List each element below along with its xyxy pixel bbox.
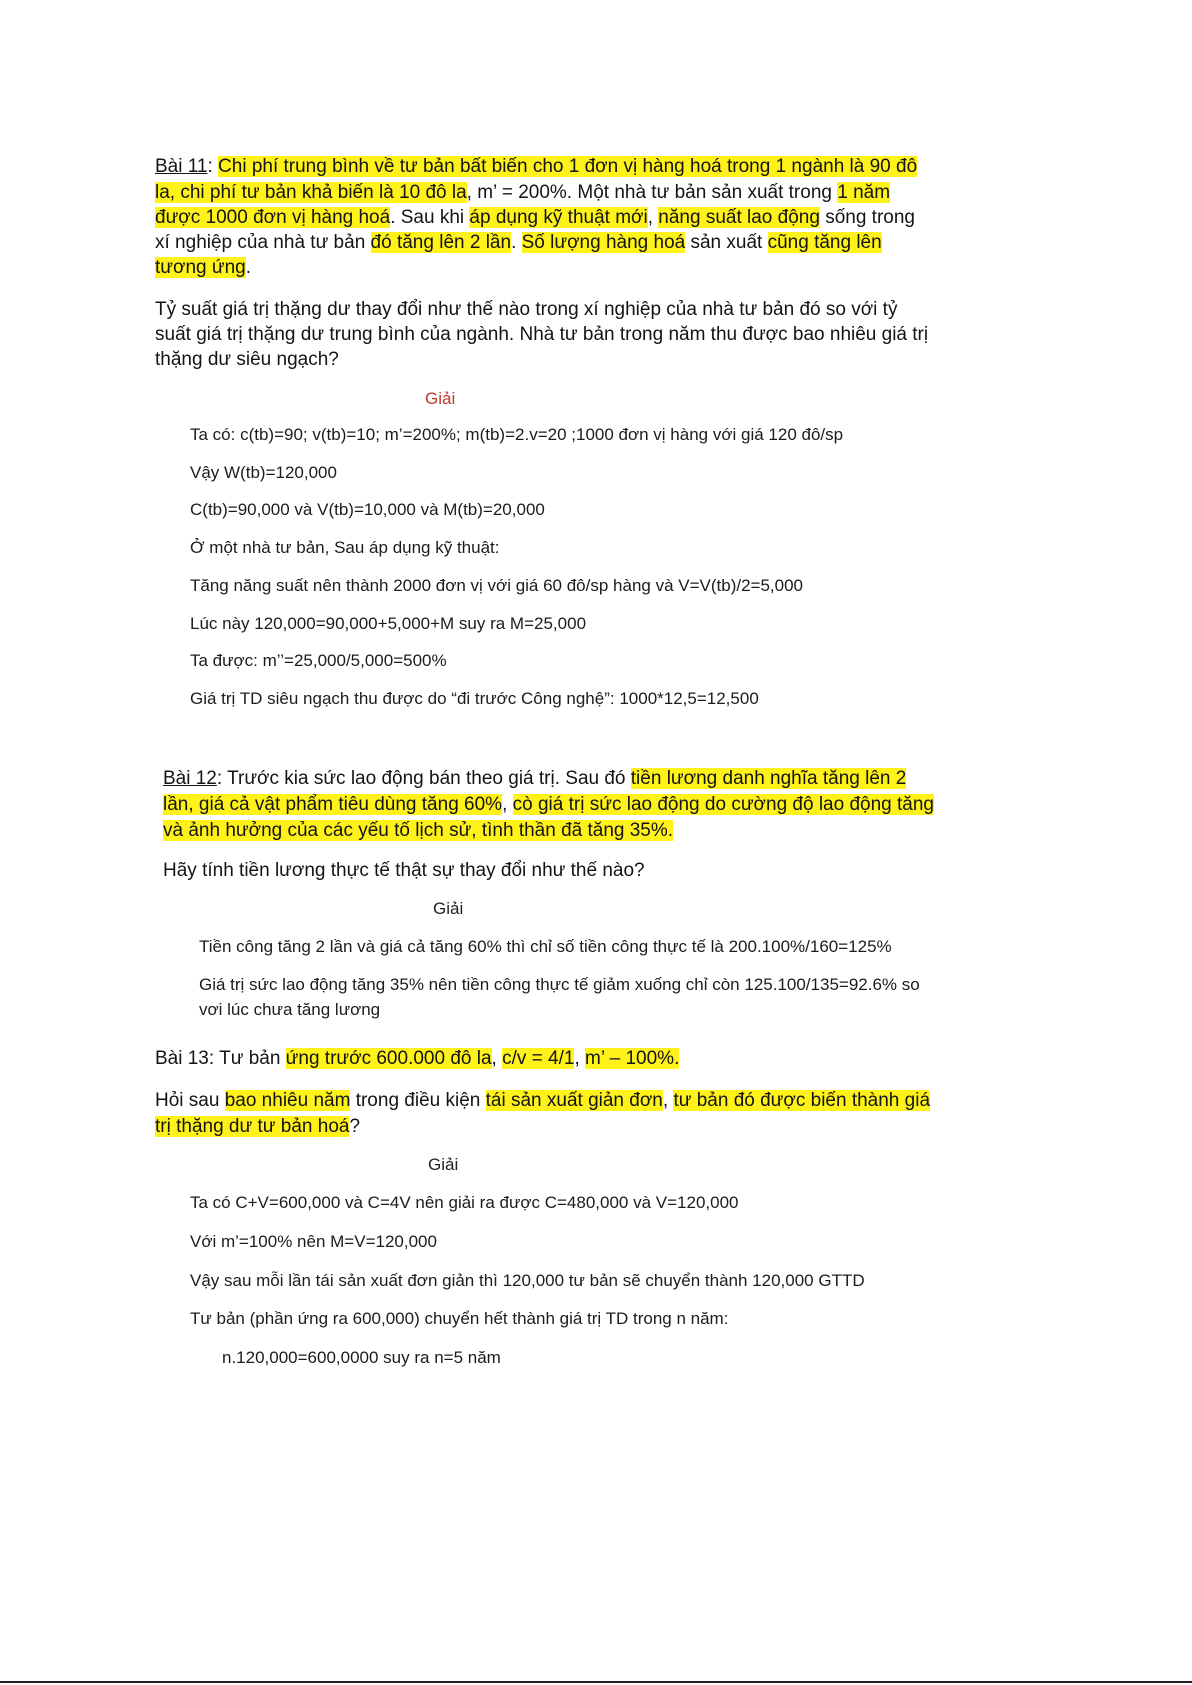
- bai12-giai-heading: Giải: [433, 899, 464, 918]
- bai12-solution-line: Tiền công tăng 2 lần và giá cả tăng 60% thì chỉ số tiền công thực tế là 200.100%/160=125%: [199, 937, 892, 956]
- bai11-solution-line: Vậy W(tb)=120,000: [190, 463, 337, 482]
- bai13-line-1: Bài 13: Tư bản ứng trước 600.000 đô la, c/v = 4/1, m’ – 100%.: [155, 1048, 680, 1069]
- bai13-solution-line: Tư bản (phần ứng ra 600,000) chuyển hết thành giá trị TD trong n năm:: [190, 1309, 729, 1328]
- bai11-line-1: Bài 11: Chi phí trung bình về tư bản bất biến cho 1 đơn vị hàng hoá trong 1 ngành là 90 đô: [155, 156, 918, 177]
- highlight: tư bản đó được biến thành giá: [673, 1090, 931, 1111]
- bai11-solution-line: Lúc này 120,000=90,000+5,000+M suy ra M=25,000: [190, 614, 587, 633]
- highlight: cũng tăng lên: [767, 232, 882, 253]
- highlight: được 1000 đơn vị hàng hoá: [155, 207, 391, 228]
- bai12-label: Bài 12: [163, 768, 217, 789]
- bai11-line-5: tương ứng.: [155, 257, 252, 278]
- bai13-solution-line: Vậy sau mỗi lần tái sản xuất đơn giản thì 120,000 tư bản sẽ chuyển thành 120,000 GTTD: [190, 1271, 865, 1290]
- bai13-solution-line: Ta có C+V=600,000 và C=4V nên giải ra được C=480,000 và V=120,000: [190, 1193, 739, 1212]
- highlight: ứng trước 600.000 đô la: [285, 1048, 492, 1069]
- highlight: c/v = 4/1: [502, 1048, 575, 1069]
- bai11-solution-line: Tăng năng suất nên thành 2000 đơn vị với giá 60 đô/sp hàng và V=V(tb)/2=5,000: [190, 576, 804, 595]
- highlight: cò giá trị sức lao động do cường độ lao động tăng: [512, 794, 934, 815]
- highlight: Số lượng hàng hoá: [521, 232, 686, 253]
- bai11-giai-heading: Giải: [425, 389, 456, 408]
- highlight: trị thặng dư tư bản hoá: [155, 1116, 350, 1137]
- bai12-solution-line: vơi lúc chưa tăng lương: [199, 1000, 381, 1019]
- highlight: bao nhiêu năm: [224, 1090, 351, 1111]
- bai11-solution-line: Ta có: c(tb)=90; v(tb)=10; m’=200%; m(tb)=2.v=20 ;1000 đơn vị hàng với giá 120 đô/sp: [190, 425, 844, 444]
- highlight: la, chi phí tư bản khả biến là 10 đô la: [155, 182, 467, 203]
- bai12-line-2: lần, giá cả vật phẩm tiêu dùng tăng 60%, cò giá trị sức lao động do cường độ lao động tăng: [163, 794, 934, 815]
- bai11-line-3: được 1000 đơn vị hàng hoá. Sau khi áp dụng kỹ thuật mới, năng suất lao động sống trong: [155, 207, 915, 228]
- bai11-line-2: la, chi phí tư bản khả biến là 10 đô la, m’ = 200%. Một nhà tư bản sản xuất trong 1 năm: [155, 182, 891, 203]
- highlight: lần, giá cả vật phẩm tiêu dùng tăng 60%: [163, 794, 503, 815]
- bai12-solution-line: Giá trị sức lao động tăng 35% nên tiền công thực tế giảm xuống chỉ còn 125.100/135=92.6% so: [199, 975, 920, 994]
- bai11-solution-line: Ở một nhà tư bản, Sau áp dụng kỹ thuật:: [190, 538, 500, 557]
- highlight: năng suất lao động: [658, 207, 820, 228]
- highlight: 1 năm: [837, 182, 891, 203]
- bai13-line-3: trị thặng dư tư bản hoá?: [155, 1116, 361, 1137]
- bai13-solution-line: n.120,000=600,0000 suy ra n=5 năm: [222, 1348, 501, 1367]
- bai11-question-line: suất giá trị thặng dư trung bình của ngành. Nhà tư bản trong năm thu được bao nhiêu giá trị: [155, 324, 929, 345]
- highlight: tương ứng: [155, 257, 246, 278]
- bai11-question-line: Tỷ suất giá trị thặng dư thay đổi như thế nào trong xí nghiệp của nhà tư bản đó so với tỷ: [155, 299, 898, 320]
- bai12-question: Hãy tính tiền lương thực tế thật sự thay đổi như thế nào?: [163, 860, 645, 881]
- highlight: tiền lương danh nghĩa tăng lên 2: [630, 768, 907, 789]
- highlight: m’ – 100%.: [585, 1048, 680, 1069]
- bai13-solution-line: Với m’=100% nên M=V=120,000: [190, 1232, 437, 1251]
- highlight: Chi phí trung bình về tư bản bất biến cho 1 đơn vị hàng hoá trong 1 ngành là 90 đô: [218, 156, 918, 177]
- bai11-solution-line: Giá trị TD siêu ngạch thu được do “đi trước Công nghệ”: 1000*12,5=12,500: [190, 689, 759, 708]
- highlight: và ảnh hưởng của các yếu tố lịch sử, tình thần đã tăng 35%.: [163, 820, 674, 841]
- highlight: đó tăng lên 2 lần: [370, 232, 512, 253]
- bai13-giai-heading: Giải: [428, 1155, 459, 1174]
- bai12-line-1: Bài 12: Trước kia sức lao động bán theo giá trị. Sau đó tiền lương danh nghĩa tăng lên 2: [163, 768, 907, 789]
- bai11-solution-line: C(tb)=90,000 và V(tb)=10,000 và M(tb)=20,000: [190, 500, 545, 519]
- bai11-question-line: thặng dư siêu ngạch?: [155, 349, 339, 370]
- highlight: áp dụng kỹ thuật mới: [469, 207, 648, 228]
- bai11-solution-line: Ta được: m’’=25,000/5,000=500%: [190, 651, 447, 670]
- page-bottom-edge: [0, 1681, 1192, 1683]
- bai11-label: Bài 11: [155, 156, 208, 177]
- highlight: tái sản xuất giản đơn: [485, 1090, 663, 1111]
- bai11-line-4: xí nghiệp của nhà tư bản đó tăng lên 2 lần. Số lượng hàng hoá sản xuất cũng tăng lên: [155, 232, 882, 253]
- bai12-line-3: [163, 818, 673, 844]
- bai13-line-2: Hỏi sau bao nhiêu năm trong điều kiện tái sản xuất giản đơn, tư bản đó được biến thành giá: [155, 1090, 931, 1111]
